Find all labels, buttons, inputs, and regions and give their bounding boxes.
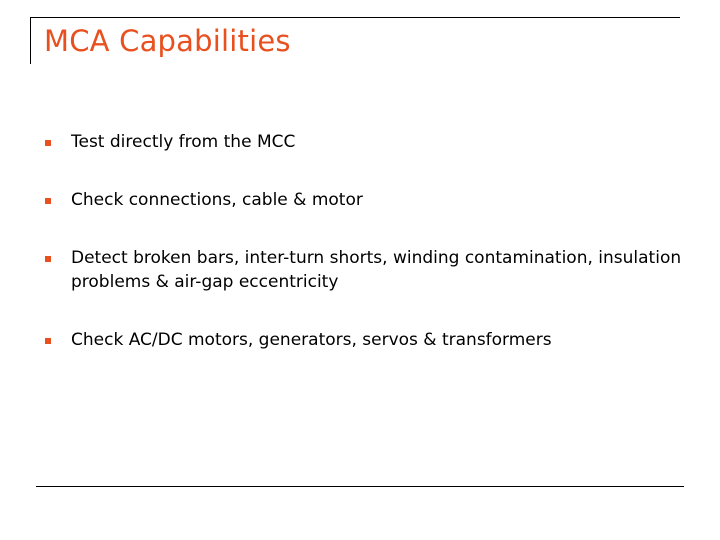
square-bullet-icon — [45, 140, 51, 146]
square-bullet-icon — [45, 256, 51, 262]
bullet-text: Detect broken bars, inter-turn shorts, winding contamination, insulation problems & air-gap eccentricity — [71, 248, 682, 292]
footer-rule — [36, 486, 684, 487]
bullet-item — [45, 188, 685, 212]
bullet-text: Test directly from the MCC — [71, 132, 296, 152]
bullet-text: Check connections, cable & motor — [71, 190, 363, 210]
bullet-item — [45, 130, 685, 154]
slide-title: MCA Capabilities — [44, 24, 291, 58]
bullet-list — [45, 130, 685, 386]
title-top-rule — [30, 17, 680, 18]
square-bullet-icon — [45, 198, 51, 204]
bullet-item — [45, 328, 685, 352]
square-bullet-icon — [45, 338, 51, 344]
bullet-item — [45, 246, 685, 294]
title-left-rule — [30, 17, 31, 64]
bullet-text: Check AC/DC motors, generators, servos & transformers — [71, 330, 552, 350]
